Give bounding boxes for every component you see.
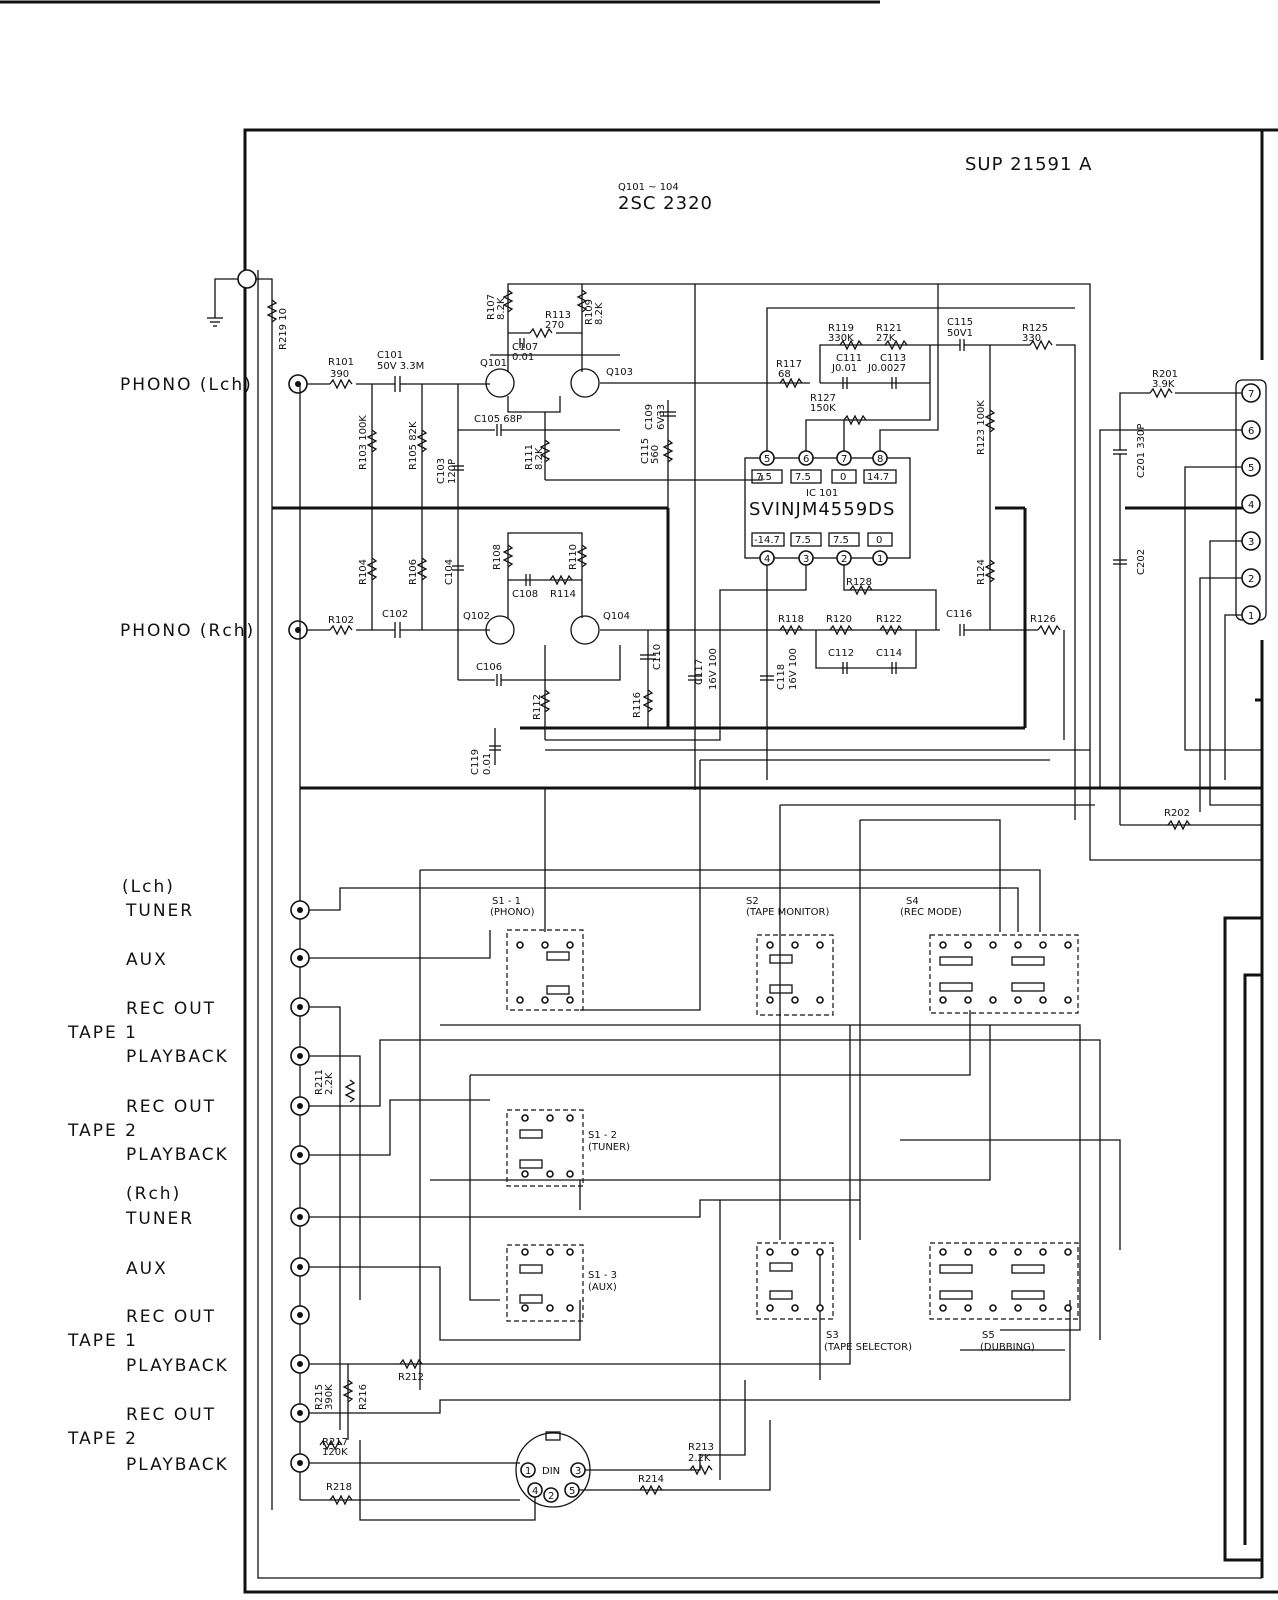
r215-label: R215 <box>314 1383 325 1410</box>
c111-value: J0.01 <box>832 363 858 374</box>
r213-value: 2.2K <box>688 1453 711 1464</box>
ic-pin-1: 1 <box>877 554 884 565</box>
r121-value: 27K <box>876 333 896 344</box>
r117-label: R117 <box>776 359 803 370</box>
ic101 <box>745 451 910 565</box>
r124-label: R124 <box>976 558 987 585</box>
r117-value: 68 <box>778 369 791 380</box>
phono-lch-jack <box>289 375 307 393</box>
ic-ref: IC 101 <box>806 488 839 499</box>
s3-desc: (TAPE SELECTOR) <box>824 1342 912 1353</box>
r214-label: R214 <box>638 1474 665 1485</box>
c106-label: C106 <box>476 662 503 673</box>
switch-wiring <box>300 750 1120 1504</box>
r217-label: R217 <box>322 1437 349 1448</box>
rch-group-label: (Rch) <box>126 1184 182 1204</box>
s1-3-desc: (AUX) <box>588 1282 617 1293</box>
s4-name: S4 <box>906 896 919 907</box>
c117-label: C117 <box>694 658 705 685</box>
ic-feedback-top <box>767 284 1075 820</box>
s5-name: S5 <box>982 1330 995 1341</box>
j-pin-6: 6 <box>1248 426 1255 437</box>
s3-name: S3 <box>826 1330 839 1341</box>
q103-symbol <box>571 369 599 397</box>
q104-label: Q104 <box>603 611 630 622</box>
s5-desc: (DUBBING) <box>980 1342 1035 1353</box>
tape2-r-label: TAPE 2 <box>68 1429 138 1449</box>
c107-value: 0.01 <box>512 352 535 363</box>
r122-label: R122 <box>876 614 903 625</box>
ic-pin-8: 8 <box>877 454 884 465</box>
r127-value: 150K <box>810 403 836 414</box>
r125-label: R125 <box>1022 323 1049 334</box>
c118-value: 16V 100 <box>788 648 799 690</box>
c105-label: C105 68P <box>474 414 523 425</box>
c201-label: C201 330P <box>1136 423 1147 478</box>
r101-value: 390 <box>330 369 350 380</box>
r104-label: R104 <box>358 558 369 585</box>
s1-2-desc: (TUNER) <box>588 1142 630 1153</box>
c110-label: C110 <box>652 643 663 670</box>
ic-pin-3: 3 <box>803 554 810 565</box>
phono-rch-jack <box>289 621 307 639</box>
tape1-recout-r-label: REC OUT <box>126 1307 217 1327</box>
c119-value: 0.01 <box>482 752 493 775</box>
tuner-l-label: TUNER <box>126 901 195 921</box>
r202-label: R202 <box>1164 808 1191 819</box>
s1-1-name: S1 - 1 <box>492 896 522 907</box>
aux-l-label: AUX <box>126 950 168 970</box>
r102-label: R102 <box>328 615 355 626</box>
connector-j <box>1090 345 1266 1560</box>
r120-label: R120 <box>826 614 853 625</box>
r110-label: R110 <box>568 543 579 570</box>
r119-value: 330K <box>828 333 854 344</box>
r108-label: R108 <box>492 543 503 570</box>
r201-value: 3.9K <box>1152 379 1175 390</box>
j-pin-4: 4 <box>1248 500 1255 511</box>
r123-label: R123 100K <box>976 400 987 455</box>
ic-v5: 7.5 <box>756 472 772 483</box>
r215-value: 390K <box>324 1384 335 1410</box>
r111-value: 8.2K <box>534 447 545 470</box>
din-label: DIN <box>542 1466 561 1477</box>
r211-value: 2.2K <box>324 1072 335 1095</box>
c112-label: C112 <box>828 648 855 659</box>
r127-label: R127 <box>810 393 837 404</box>
r119-label: R119 <box>828 323 855 334</box>
transistor-range: Q101 ~ 104 <box>618 182 679 193</box>
switch-s1-2 <box>507 1110 630 1186</box>
ic-pin-5: 5 <box>764 454 771 465</box>
r126-label: R126 <box>1030 614 1057 625</box>
r113-label: R113 <box>545 310 572 321</box>
ic-part: SVINJM4559DS <box>749 499 896 520</box>
c114-label: C114 <box>876 648 903 659</box>
c117-value: 16V 100 <box>708 648 719 690</box>
tuner-r-label: TUNER <box>126 1209 195 1229</box>
q101-label: Q101 <box>480 358 507 369</box>
ic-v3: 7.5 <box>795 535 811 546</box>
r128-label: R128 <box>846 577 873 588</box>
c118-label: C118 <box>776 663 787 690</box>
c115-label: C115 <box>640 437 651 464</box>
c104-label: C104 <box>444 558 455 585</box>
c108-label: C108 <box>512 589 539 600</box>
c111-label: C111 <box>836 353 863 364</box>
phono-rch-label: PHONO (Rch) <box>120 621 256 641</box>
r114-label: R114 <box>550 589 577 600</box>
r121-label: R121 <box>876 323 903 334</box>
r201-label: R201 <box>1152 369 1179 380</box>
r116-label: R116 <box>632 691 643 718</box>
ic-v4: -14.7 <box>754 535 780 546</box>
ic-v1: 0 <box>876 535 883 546</box>
ic-pin-2: 2 <box>841 554 848 565</box>
lch-group-label: (Lch) <box>122 877 175 897</box>
switch-s4 <box>900 896 1078 1013</box>
tape2-l-label: TAPE 2 <box>68 1121 138 1141</box>
ic-v7: 0 <box>840 472 847 483</box>
q102-symbol <box>486 616 514 644</box>
c101-label: C101 <box>377 350 404 361</box>
r105-label: R105 82K <box>408 421 419 470</box>
r106-label: R106 <box>408 558 419 585</box>
c109-value: 6V33 <box>656 404 667 430</box>
c102-label: C102 <box>382 609 409 620</box>
din-pin-3: 3 <box>575 1466 582 1477</box>
phono-lch-label: PHONO (Lch) <box>120 375 253 395</box>
din-pin-4: 4 <box>532 1486 539 1497</box>
c115b-value: 50V1 <box>947 328 973 339</box>
switch-s1-1 <box>490 896 583 1010</box>
q104-symbol <box>571 616 599 644</box>
r101-label: R101 <box>328 357 355 368</box>
j-pin-2: 2 <box>1248 574 1255 585</box>
din-pin-1: 1 <box>525 1466 532 1477</box>
c101-value: 50V 3.3M <box>377 361 425 372</box>
s1-2-name: S1 - 2 <box>588 1130 618 1141</box>
r216-label: R216 <box>358 1383 369 1410</box>
r211-label: R211 <box>314 1068 325 1095</box>
r113-value: 270 <box>545 320 565 331</box>
q102-label: Q102 <box>463 611 490 622</box>
r103-label: R103 100K <box>358 415 369 470</box>
ic-pin-6: 6 <box>803 454 810 465</box>
jack-labels <box>67 877 229 1475</box>
s1-3-name: S1 - 3 <box>588 1270 618 1281</box>
s2-name: S2 <box>746 896 759 907</box>
c119-label: C119 <box>470 748 481 775</box>
tape2-playback-r-label: PLAYBACK <box>126 1455 229 1475</box>
q103-label: Q103 <box>606 367 633 378</box>
switch-s3 <box>757 1243 912 1353</box>
r112-label: R112 <box>532 693 543 720</box>
s1-1-desc: (PHONO) <box>490 907 535 918</box>
tape1-recout-l-label: REC OUT <box>126 999 217 1019</box>
r107-value: 8.2K <box>496 297 507 320</box>
ic-v2: 7.5 <box>833 535 849 546</box>
c113-label: C113 <box>880 353 907 364</box>
r109-label: R109 <box>584 298 595 325</box>
ic-bottom-pins <box>752 533 892 565</box>
switch-s1-3 <box>507 1245 617 1321</box>
s2-desc: (TAPE MONITOR) <box>746 907 830 918</box>
c103-value: 120P <box>447 458 458 484</box>
c115-value: 560 <box>650 444 661 464</box>
j-pin-1: 1 <box>1248 611 1255 622</box>
s4-desc: (REC MODE) <box>900 907 962 918</box>
tape1-playback-l-label: PLAYBACK <box>126 1047 229 1067</box>
tape2-playback-l-label: PLAYBACK <box>126 1145 229 1165</box>
din-pin-5: 5 <box>569 1486 576 1497</box>
tape1-l-label: TAPE 1 <box>68 1023 138 1043</box>
c115b-label: C115 <box>947 317 974 328</box>
ic-v6: 7.5 <box>795 472 811 483</box>
q101-symbol <box>486 369 514 397</box>
c116-label: C116 <box>946 609 973 620</box>
c113-value: J0.0027 <box>868 363 906 374</box>
r219-label: R219 10 <box>278 308 289 350</box>
c202-label: C202 <box>1136 548 1147 575</box>
transistor-type: 2SC 2320 <box>618 193 713 214</box>
din-pin-2: 2 <box>548 1491 555 1502</box>
c109-label: C109 <box>644 403 655 430</box>
j-pin-7: 7 <box>1248 389 1255 400</box>
tape2-recout-r-label: REC OUT <box>126 1405 217 1425</box>
j-pin-5: 5 <box>1248 463 1255 474</box>
r213-label: R213 <box>688 1442 715 1453</box>
r111-label: R111 <box>524 443 535 470</box>
r125-value: 330 <box>1022 333 1042 344</box>
tape1-r-label: TAPE 1 <box>68 1331 138 1351</box>
c103-label: C103 <box>436 457 447 484</box>
tape2-recout-l-label: REC OUT <box>126 1097 217 1117</box>
ic-pin-4: 4 <box>764 554 771 565</box>
rch-preamp <box>307 284 1064 790</box>
switch-s5 <box>930 1243 1078 1353</box>
r212-label: R212 <box>398 1372 425 1383</box>
ic-top-pins <box>752 451 896 483</box>
aux-r-label: AUX <box>126 1259 168 1279</box>
r109-value: 8.2K <box>594 302 605 325</box>
j-pin-3: 3 <box>1248 537 1255 548</box>
din-connector <box>360 1380 770 1520</box>
ground-terminal <box>207 270 289 1510</box>
c107-label: C107 <box>512 342 539 353</box>
ic-pin-7: 7 <box>841 454 848 465</box>
ic-v8: 14.7 <box>867 472 890 483</box>
tape1-playback-r-label: PLAYBACK <box>126 1356 229 1376</box>
board-id: SUP 21591 A <box>965 154 1093 175</box>
switch-s2 <box>746 896 833 1015</box>
r107-label: R107 <box>486 293 497 320</box>
r118-label: R118 <box>778 614 805 625</box>
r218-label: R218 <box>326 1482 353 1493</box>
r217-value: 120K <box>322 1447 348 1458</box>
